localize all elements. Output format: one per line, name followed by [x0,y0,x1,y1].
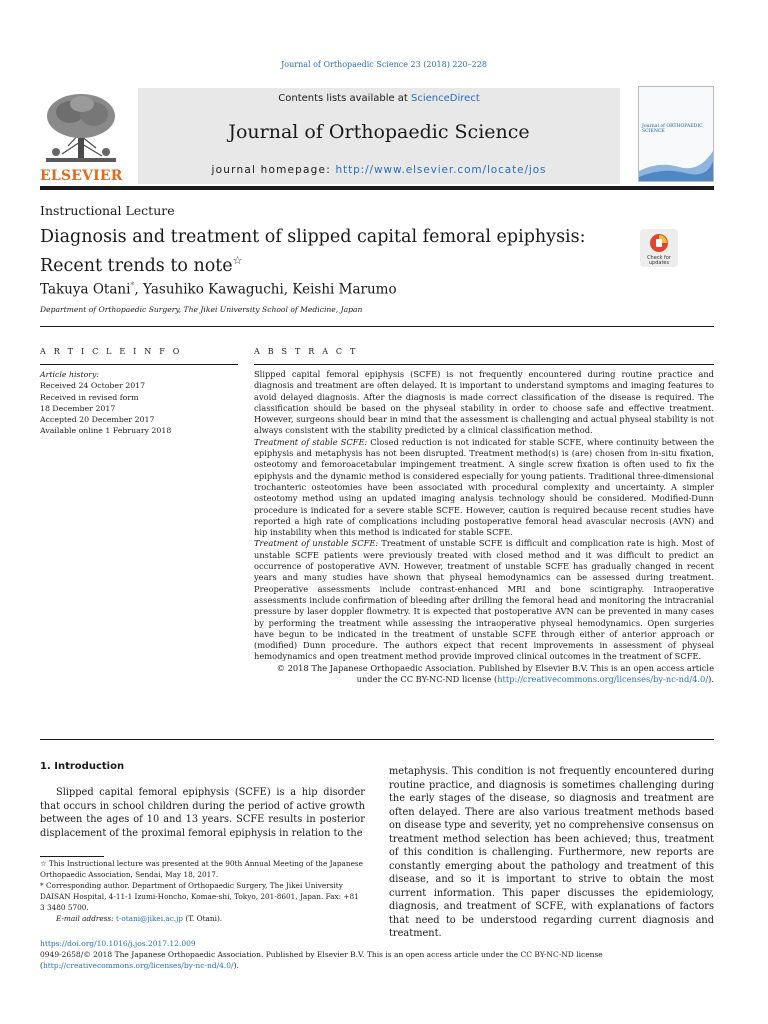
abstract-rule [254,364,714,365]
abstract-copyright-1: © 2018 The Japanese Orthopaedic Association. Published by Elsevier B.V. This is an open access article [276,662,714,673]
introduction-heading: 1. Introduction [40,761,125,772]
journal-cover-thumbnail[interactable] [638,86,714,182]
homepage-prefix: journal homepage: [211,164,336,176]
homepage-link[interactable]: http://www.elsevier.com/locate/jos [335,164,547,176]
article-info-rule [40,364,238,365]
history-received: Received 24 October 2017 [40,381,146,391]
journal-homepage [138,164,620,176]
abstract-paragraph-3 [254,538,714,662]
article-section-type: Instructional Lecture [40,203,175,218]
check-for-updates-badge[interactable] [640,229,678,267]
abstract-heading: A B S T R A C T [254,347,359,356]
footer-license-link[interactable]: http://creativecommons.org/licenses/by-nc-nd/4.0/ [42,961,234,970]
stable-scfe-label: Treatment of stable SCFE: [254,436,368,447]
contents-line [138,93,620,104]
unstable-scfe-label: Treatment of unstable SCFE: [254,538,379,549]
journal-title: Journal of Orthopaedic Science [228,121,530,143]
history-online: Available online 1 February 2018 [40,426,172,436]
issn-suffix: ). [233,961,239,970]
stable-scfe-text: Closed reduction is not indicated for stable SCFE, where continuity between the epiphysis and metaphysis has not been disrupted. Treatment method(s) is (are) chosen from in-situ fixation, osteotomy and femoroacetabular impingement treatment. A single screw fixation is often used to fix the epiphysis and the dynamic method is considered especially for young patients. Traditional three-dimensional trochanteric osteotomies have been associated with procedural complexity and uncertainty. A simpler osteotomy method using an updated imaging analysis technology should be considered. Modified-Dunn procedure is indicated for a severe stable SCFE. However, caution is required because recent studies have reported a high rate of complications including postoperative femoral head avascular necrosis (AVN) and hip instability when this method is indicated for stable SCFE. [254,436,714,538]
footnote-rule [40,856,104,857]
journal-citation[interactable]: Journal of Orthopaedic Science 23 (2018) 220–228 [281,60,487,69]
history-revised-date: 18 December 2017 [40,403,116,413]
article-history [40,369,171,437]
abstract-end-rule [40,739,714,740]
footnote-presentation: ☆ This Instructional lecture was presented at the 90th Annual Meeting of the Japanese Orthopaedic Association, Sendai, May 18, 2017. [40,859,363,879]
corresponding-author-mark[interactable]: * [130,281,135,290]
badge-label-1: Check for [647,255,671,261]
check-updates-icon [640,229,678,267]
license-suffix: ). [708,674,714,685]
history-revised-label: Received in revised form [40,392,139,402]
email-link[interactable]: t-otani@jikei.ac.jp [115,914,184,923]
footnotes [40,858,365,924]
license-prefix: under the CC BY-NC-ND license ( [356,674,498,685]
contents-prefix: Contents lists available at [278,93,412,104]
author-others: , Yasuhiko Kawaguchi, Keishi Marumo [134,281,397,298]
abstract-paragraph-1: Slipped capital femoral epiphysis (SCFE) is not frequently encountered during routine practice and diagnosis and treatment are often delayed. It is important to understand symptoms and imaging features to avoid delayed diagnosis. After the diagnosis is made correct classification of the disease is required. The classification should be based on the physeal stability in order to choose safe and effective treatment. However, surgeons should bear in mind that the assessment is challenging and actual physeal stability is not always consistent with the stability predicted by a clinical classification method. [254,369,714,436]
author-list [40,281,397,298]
author-affiliation: Department of Orthopaedic Surgery, The Jikei University School of Medicine, Japan [40,305,363,314]
sciencedirect-link[interactable]: ScienceDirect [411,93,480,104]
abstract-body [254,369,714,685]
abstract-copyright-2 [254,674,714,685]
cover-title: Journal of ORTHOPAEDIC SCIENCE [642,124,703,134]
article-title-text: Diagnosis and treatment of slipped capital femoral epiphysis: Recent trends to note [40,227,586,276]
doi-link[interactable]: https://doi.org/10.1016/j.jos.2017.12.009 [40,939,196,948]
intro-right-column: metaphysis. This condition is not frequently encountered during routine practice, and diagnosis is sometimes challenging during the early stages of the disease, so diagnosis and treatment are often delayed. There are also various treatment methods based on disease type and severity, yet no comprehensive consensus on treatment method selection has been achieved; thus, treatment of this condition is challenging. Furthermore, new reports are constantly emerging about the pathology and treatment of this disease, and so it is important to strive to obtain the most current information. This paper discusses the epidemiology, diagnosis, and treatment of SCFE, with explanations of factors that need to be understood regarding current diagnosis and treatment. [389,766,714,939]
history-label: Article history: [40,370,100,379]
history-accepted: Accepted 20 December 2017 [40,415,155,425]
footnote-corresponding: * Corresponding author. Department of Orthopaedic Surgery, The Jikei University DAISAN Hospital, 4-11-1 Izumi-Honcho, Komae-shi, Tokyo, 201-8601, Japan. Fax: +81 3 3480 5700. [40,881,359,912]
article-title [40,226,620,278]
divider-rule [40,326,714,327]
license-link[interactable]: http://creativecommons.org/licenses/by-nc-nd/4.0/ [497,674,709,685]
footnote-email [40,913,365,924]
email-suffix: (T. Otani). [183,914,223,923]
unstable-scfe-text: Treatment of unstable SCFE is difficult and complication rate is high. Most of unstable SCFE patients were previously treated with closed method and it was difficult to predict an occurrence of postoperative AVN. However, treatment of unstable SCFE has gradually changed in recent years and many studies have shown that physeal hemodynamics can be assessed during treatment. Preoperative assessments include contrast-enhanced MRI and bone scintigraphy. Intraoperative assessments include confirmation of bleeding after drilling the femoral head and monitoring the intracranial pressure by laser doppler flowmetry. It is expected that postoperative AVN can be prevented in many cases by performing the treatment while assessing the intraoperative physeal hemodynamics. Open surgeries have begun to be indicated in the treatment of unstable SCFE through either of anterior approach or (modified) Dunn procedure. The authors expect that recent improvements in assessment of physeal hemodynamics and open treatment method provide improved clinical outcomes in the treatment of SCFE. [254,538,714,662]
badge-label-2: updates [648,260,670,266]
issn-copyright-line [40,949,714,971]
article-info-heading: A R T I C L E I N F O [40,347,182,356]
intro-left-column: Slipped capital femoral epiphysis (SCFE) is a hip disorder that occurs in school children during the period of active growth between the ages of 10 and 13 years. SCFE results in posterior displacement of the proximal femoral epiphysis in relation to the [40,787,365,839]
issn-text: 0949-2658/© 2018 The Japanese Orthopaedic Association. Published by Elsevier B.V. This is an open access article under the CC BY-NC-ND license ( [40,950,603,970]
header-rule [40,186,714,190]
elsevier-wordmark[interactable]: ELSEVIER [40,168,123,184]
author-otani: Takuya Otani [40,281,131,298]
abstract-paragraph-2 [254,437,714,539]
email-label: E-mail address: [56,914,116,923]
title-footnote-mark[interactable]: ☆ [232,254,243,267]
